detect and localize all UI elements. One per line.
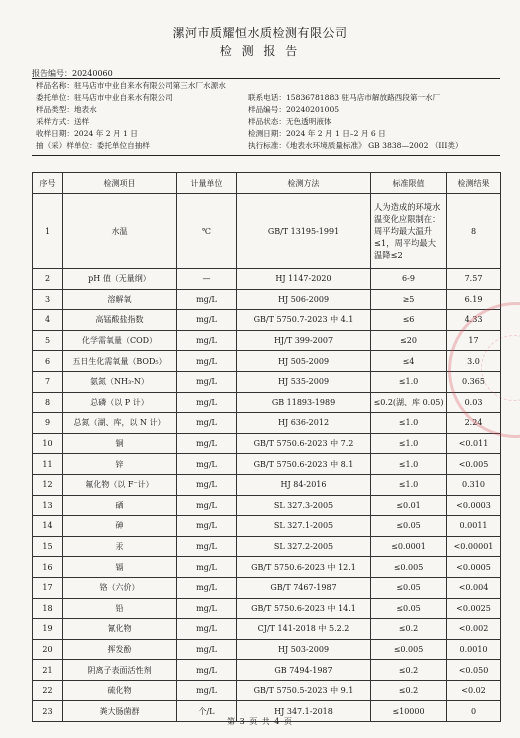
test-result: 0 — [447, 701, 501, 722]
test-method: HJ 636-2012 — [237, 413, 371, 434]
test-item: 粪大肠菌群 — [63, 701, 177, 722]
standard-limit: ≤0.005 — [371, 639, 447, 660]
standard-limit: ≤1.0 — [371, 474, 447, 495]
table-header-row — [33, 173, 501, 194]
test-result: 4.33 — [447, 310, 501, 331]
test-method: HJ 506-2009 — [237, 289, 371, 310]
test-method: HJ/T 399-2007 — [237, 330, 371, 351]
unit: mg/L — [177, 680, 237, 701]
test-method: GB/T 5750.6-2023 中 12.1 — [237, 557, 371, 578]
test-method: HJ 535-2009 — [237, 371, 371, 392]
table-row — [33, 660, 501, 681]
row-number: 2 — [33, 269, 63, 290]
table-row — [33, 351, 501, 372]
column-header: 计量单位 — [177, 173, 237, 194]
test-item: 氨氮（NH₃-N） — [63, 371, 177, 392]
row-number: 3 — [33, 289, 63, 310]
test-result: <0.0005 — [447, 557, 501, 578]
column-header: 检测项目 — [63, 173, 177, 194]
column-header: 序号 — [33, 173, 63, 194]
test-result: <0.02 — [447, 680, 501, 701]
row-number: 20 — [33, 639, 63, 660]
column-header: 标准限值 — [371, 173, 447, 194]
row-number: 1 — [33, 194, 63, 269]
row-number: 23 — [33, 701, 63, 722]
table-row — [33, 289, 501, 310]
table-row — [33, 433, 501, 454]
info-row — [36, 80, 500, 92]
test-result: <0.0025 — [447, 598, 501, 619]
unit: — — [177, 269, 237, 290]
standard-limit: ≤0.0001 — [371, 536, 447, 557]
test-result: 7.57 — [447, 269, 501, 290]
standard-limit: ≤0.2 — [371, 619, 447, 640]
row-number: 21 — [33, 660, 63, 681]
row-number: 13 — [33, 495, 63, 516]
row-number: 22 — [33, 680, 63, 701]
test-item: 铬（六价） — [63, 577, 177, 598]
standard-limit: ≥5 — [371, 289, 447, 310]
test-result: 0.0010 — [447, 639, 501, 660]
row-number: 6 — [33, 351, 63, 372]
test-method: GB/T 13195-1991 — [237, 194, 371, 269]
test-item: pH 值（无量纲） — [63, 269, 177, 290]
test-method: SL 327.1-2005 — [237, 516, 371, 537]
standard-limit: ≤1.0 — [371, 433, 447, 454]
table-row — [33, 454, 501, 475]
info-field-left: 样品名称：驻马店市中业自来水有限公司第三水厂水源水 — [36, 81, 226, 90]
test-item: 水温 — [63, 194, 177, 269]
test-result: 0.365 — [447, 371, 501, 392]
test-item: 镉 — [63, 557, 177, 578]
info-field-left: 抽（采）样单位：委托单位自抽样 — [36, 141, 150, 151]
organization-name: 漯河市质耀恒水质检测有限公司 — [172, 26, 348, 40]
table-row — [33, 371, 501, 392]
table-row — [33, 330, 501, 351]
table-row — [33, 536, 501, 557]
test-result: <0.004 — [447, 577, 501, 598]
unit: mg/L — [177, 495, 237, 516]
unit: mg/L — [177, 536, 237, 557]
unit: ℃ — [177, 194, 237, 269]
standard-limit: ≤1.0 — [371, 413, 447, 434]
column-header: 检测方法 — [237, 173, 371, 194]
test-result: <0.002 — [447, 619, 501, 640]
info-field-left: 样品类型：地表水 — [36, 105, 97, 115]
info-field-left: 委托单位：驻马店市中业自来水有限公司 — [36, 93, 173, 103]
test-method: HJ 1147-2020 — [237, 269, 371, 290]
test-result: <0.0003 — [447, 495, 501, 516]
table-row — [33, 413, 501, 434]
unit: mg/L — [177, 557, 237, 578]
test-item: 溶解氧 — [63, 289, 177, 310]
test-method: HJ 347.1-2018 — [237, 701, 371, 722]
unit: mg/L — [177, 351, 237, 372]
standard-limit: ≤6 — [371, 310, 447, 331]
test-method: SL 327.3-2005 — [237, 495, 371, 516]
table-row — [33, 557, 501, 578]
table-row — [33, 392, 501, 413]
test-item: 铅 — [63, 598, 177, 619]
test-method: HJ 84-2016 — [237, 474, 371, 495]
table-row — [33, 680, 501, 701]
results-table — [32, 172, 501, 722]
unit: mg/L — [177, 474, 237, 495]
info-row — [36, 104, 500, 116]
page-footer: 第 3 页 共 4 页 — [227, 717, 293, 726]
test-method: GB/T 5750.6-2023 中 14.1 — [237, 598, 371, 619]
test-method: GB 11893-1989 — [237, 392, 371, 413]
unit: mg/L — [177, 289, 237, 310]
table-row — [33, 474, 501, 495]
divider-top — [32, 78, 500, 79]
standard-limit: ≤0.05 — [371, 516, 447, 537]
standard-limit: ≤10000 — [371, 701, 447, 722]
test-item: 铜 — [63, 433, 177, 454]
unit: mg/L — [177, 577, 237, 598]
row-number: 9 — [33, 413, 63, 434]
table-row — [33, 194, 501, 269]
unit: mg/L — [177, 330, 237, 351]
row-number: 7 — [33, 371, 63, 392]
info-row — [36, 140, 500, 152]
unit: 个/L — [177, 701, 237, 722]
row-number: 12 — [33, 474, 63, 495]
standard-limit: ≤1.0 — [371, 371, 447, 392]
row-number: 15 — [33, 536, 63, 557]
test-item: 阴离子表面活性剂 — [63, 660, 177, 681]
test-item: 硒 — [63, 495, 177, 516]
standard-limit: ≤1.0 — [371, 454, 447, 475]
standard-limit: 6-9 — [371, 269, 447, 290]
standard-limit: ≤0.05 — [371, 598, 447, 619]
test-item: 氰化物 — [63, 619, 177, 640]
test-result: 0.0011 — [447, 516, 501, 537]
unit: mg/L — [177, 413, 237, 434]
test-item: 汞 — [63, 536, 177, 557]
info-row — [36, 128, 500, 140]
test-item: 锌 — [63, 454, 177, 475]
row-number: 4 — [33, 310, 63, 331]
row-number: 14 — [33, 516, 63, 537]
info-field-right: 样品编号：20240201005 — [248, 105, 340, 115]
table-row — [33, 577, 501, 598]
table-row — [33, 516, 501, 537]
test-item: 总氮（湖、库，以 N 计） — [63, 413, 177, 434]
standard-limit: ≤0.05 — [371, 577, 447, 598]
test-method: GB/T 5750.7-2023 中 4.1 — [237, 310, 371, 331]
info-field-right: 联系电话：15836781883 驻马店市解放路西段第一水厂 — [248, 93, 441, 103]
table-row — [33, 639, 501, 660]
test-result: <0.011 — [447, 433, 501, 454]
test-result: <0.00001 — [447, 536, 501, 557]
test-method: GB/T 5750.6-2023 中 7.2 — [237, 433, 371, 454]
test-item: 硫化物 — [63, 680, 177, 701]
test-item: 挥发酚 — [63, 639, 177, 660]
test-item: 砷 — [63, 516, 177, 537]
unit: mg/L — [177, 371, 237, 392]
test-method: SL 327.2-2005 — [237, 536, 371, 557]
unit: mg/L — [177, 433, 237, 454]
standard-limit: 人为造成的环境水温变化应限制在：周平均最大温升≤1，周平均最大温降≤2 — [371, 194, 447, 269]
test-item: 总磷（以 P 计） — [63, 392, 177, 413]
test-item: 五日生化需氧量（BOD₅） — [63, 351, 177, 372]
row-number: 19 — [33, 619, 63, 640]
info-field-left: 采样方式：送样 — [36, 117, 90, 127]
unit: mg/L — [177, 516, 237, 537]
table-row — [33, 269, 501, 290]
row-number: 18 — [33, 598, 63, 619]
info-row — [36, 92, 500, 104]
test-result: 17 — [447, 330, 501, 351]
report-title: 检 测 报 告 — [219, 44, 301, 58]
row-number: 10 — [33, 433, 63, 454]
unit: mg/L — [177, 598, 237, 619]
test-result: 2.24 — [447, 413, 501, 434]
unit: mg/L — [177, 392, 237, 413]
test-method: HJ 503-2009 — [237, 639, 371, 660]
row-number: 17 — [33, 577, 63, 598]
report-number: 报告编号：20240060 — [32, 69, 113, 78]
info-field-left: 收样日期：2024 年 2 月 1 日 — [36, 129, 138, 139]
divider-bottom — [32, 155, 500, 156]
test-item: 氟化物（以 F⁻计） — [63, 474, 177, 495]
standard-limit: ≤4 — [371, 351, 447, 372]
test-result: <0.050 — [447, 660, 501, 681]
test-result: 6.19 — [447, 289, 501, 310]
test-result: 3.0 — [447, 351, 501, 372]
test-method: GB/T 5750.5-2023 中 9.1 — [237, 680, 371, 701]
info-field-right: 执行标准：《地表水环境质量标准》 GB 3838—2002 （III类） — [248, 141, 463, 151]
unit: mg/L — [177, 454, 237, 475]
row-number: 8 — [33, 392, 63, 413]
info-field-right: 检测日期：2024 年 2 月 1 日–2 月 6 日 — [248, 129, 386, 139]
row-number: 11 — [33, 454, 63, 475]
test-item: 高锰酸盐指数 — [63, 310, 177, 331]
table-row — [33, 310, 501, 331]
standard-limit: ≤0.01 — [371, 495, 447, 516]
standard-limit: ≤20 — [371, 330, 447, 351]
table-row — [33, 495, 501, 516]
unit: mg/L — [177, 660, 237, 681]
unit: mg/L — [177, 310, 237, 331]
unit: mg/L — [177, 639, 237, 660]
row-number: 5 — [33, 330, 63, 351]
info-row — [36, 116, 500, 128]
info-field-right: 样品状态：无色透明液体 — [248, 117, 332, 127]
test-result: 0.310 — [447, 474, 501, 495]
test-result: <0.005 — [447, 454, 501, 475]
test-method: GB 7494-1987 — [237, 660, 371, 681]
test-method: GB/T 5750.6-2023 中 8.1 — [237, 454, 371, 475]
test-method: CJ/T 141-2018 中 5.2.2 — [237, 619, 371, 640]
test-result: 0.03 — [447, 392, 501, 413]
column-header: 检测结果 — [447, 173, 501, 194]
standard-limit: ≤0.2 — [371, 660, 447, 681]
test-item: 化学需氧量（COD） — [63, 330, 177, 351]
standard-limit: ≤0.2 — [371, 680, 447, 701]
standard-limit: ≤0.2(湖、库 0.05) — [371, 392, 447, 413]
test-method: HJ 505-2009 — [237, 351, 371, 372]
row-number: 16 — [33, 557, 63, 578]
standard-limit: ≤0.005 — [371, 557, 447, 578]
sample-info — [36, 80, 500, 153]
table-row — [33, 619, 501, 640]
table-row — [33, 598, 501, 619]
unit: mg/L — [177, 619, 237, 640]
test-method: GB/T 7467-1987 — [237, 577, 371, 598]
test-result: 8 — [447, 194, 501, 269]
